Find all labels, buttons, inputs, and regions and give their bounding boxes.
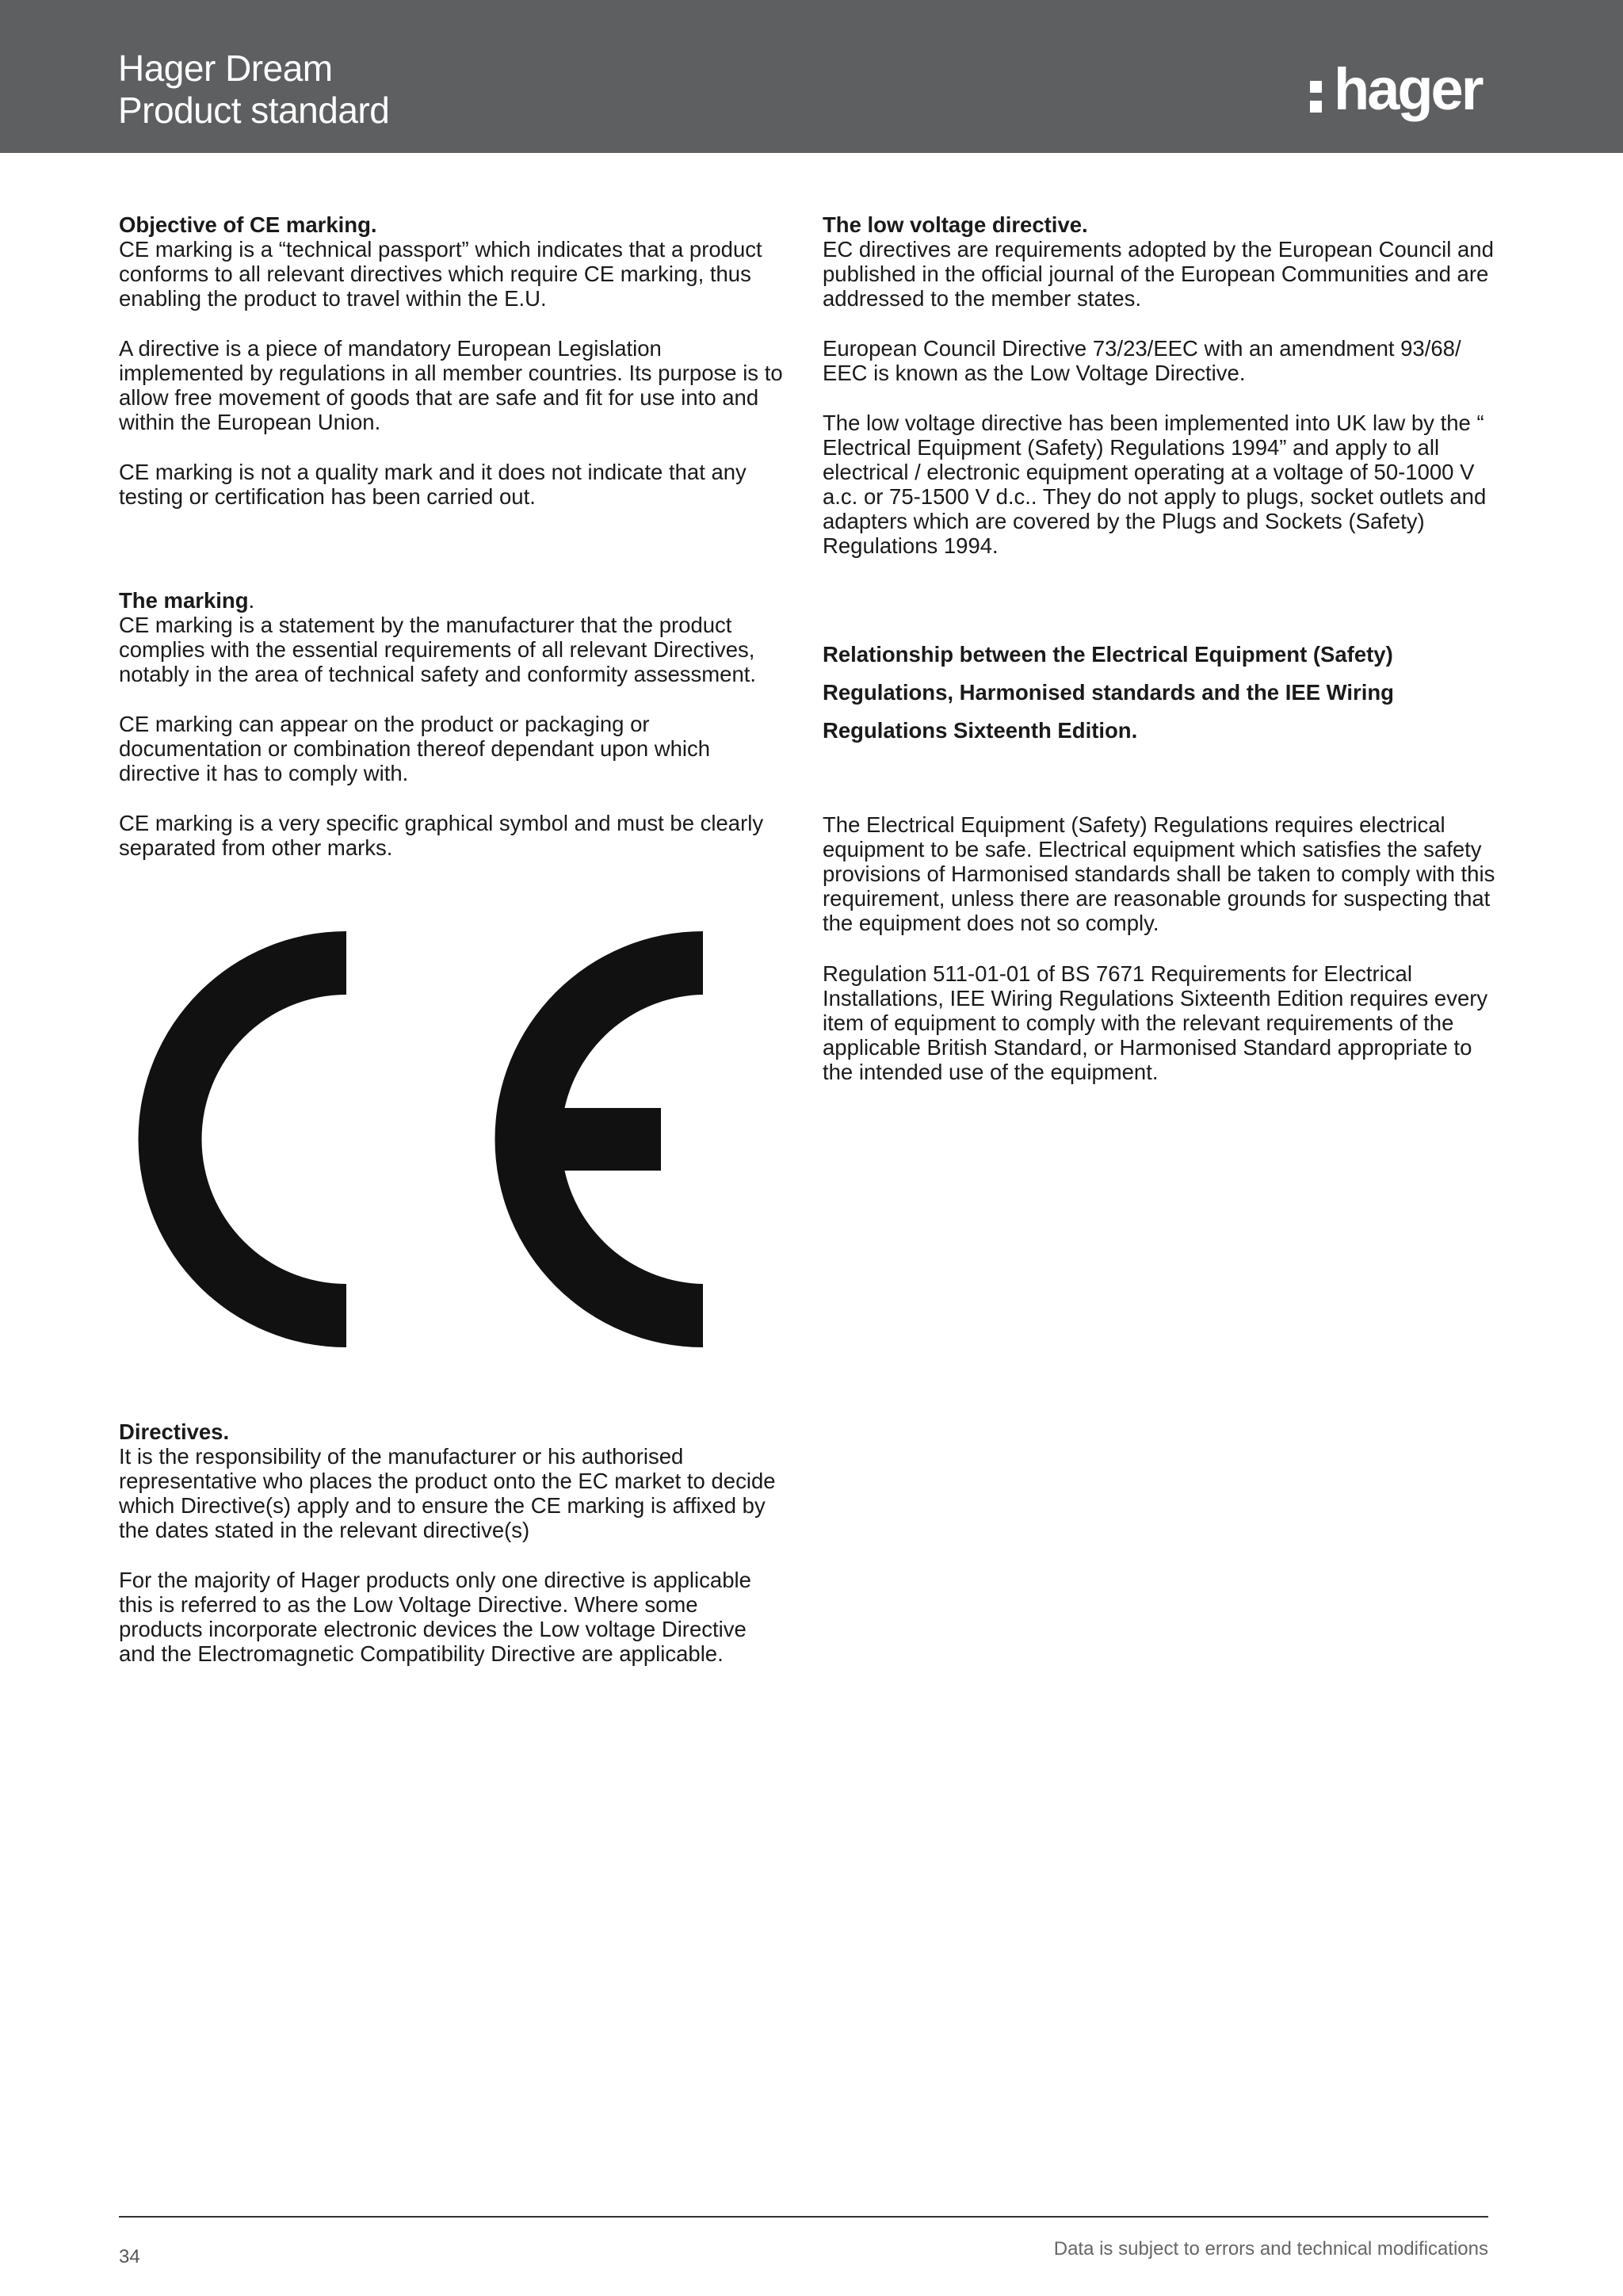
relationship-heading-line-1: Relationship between the Electrical Equipment (Safety) <box>823 642 1393 667</box>
marking-placement <box>119 712 785 785</box>
lvd-section <box>823 212 1496 311</box>
relationship-heading-line-3: Regulations Sixteenth Edition. <box>823 718 1138 743</box>
relationship-heading <box>823 636 1496 750</box>
marking-heading: The marking <box>119 588 249 613</box>
lvd-council-directive <box>823 336 1496 385</box>
marking-section <box>119 588 785 686</box>
page-number: 34 <box>119 2246 140 2267</box>
logo-dot-lower <box>1310 101 1322 113</box>
objective-section <box>119 212 785 311</box>
lvd-paragraph-2: European Council Directive 73/23/EEC with an amendment 93/68/ EEC is known as the Low Voltage Directive. <box>823 336 1461 385</box>
directive-definition <box>119 336 785 434</box>
document-title <box>118 48 389 132</box>
lvd-uk-law <box>823 411 1496 558</box>
marking-paragraph-1: CE marking is a statement by the manufacturer that the product complies with the essential requirements of all relevant Directives, notably in the area of technical safety and conformity assessment. <box>119 613 757 686</box>
footer-disclaimer: Data is subject to errors and technical modifications <box>1053 2238 1488 2260</box>
marking-paragraph-2: CE marking can appear on the product or packaging or documentation or combination thereof dependant upon which directive it has to comply with. <box>119 712 711 785</box>
logo-dot-upper <box>1310 81 1322 93</box>
objective-heading: Objective of CE marking. <box>119 212 377 237</box>
relationship-heading-line-2: Regulations, Harmonised standards and the IEE Wiring <box>823 680 1394 705</box>
relationship-regulations <box>823 812 1496 935</box>
directives-paragraph-1: It is the responsibility of the manufacturer or his authorised representative who places the product onto the EC market to decide which Directive(s) apply and to ensure the CE marking is affixed by the dates stated in the relevant directive(s) <box>119 1444 776 1542</box>
directives-section <box>119 1419 785 1542</box>
logo-wordmark: hager <box>1334 56 1482 122</box>
ce-letter-c <box>139 931 347 1347</box>
ce-letter-e <box>495 931 704 1347</box>
lvd-heading: The low voltage directive. <box>823 212 1088 237</box>
relationship-paragraph-1: The Electrical Equipment (Safety) Regulations requires electrical equipment to be safe. Electrical equipment which satisfies the safety provisions of Harmonised standards shall be taken to comply with this requirement, unless there are reasonable grounds for suspecting that the equipment does not so comply. <box>823 812 1495 935</box>
lvd-paragraph-1: EC directives are requirements adopted by the European Council and published in the official journal of the European Communities and are addressed to the member states. <box>823 237 1494 311</box>
directives-paragraph-2: For the majority of Hager products only one directive is applicable this is referred to as the Low Voltage Directive. Where some products incorporate electronic devices the Low voltage Directive and the Electromagnetic Compatibility Directive are applicable. <box>119 1568 751 1666</box>
not-quality-mark <box>119 460 785 509</box>
hager-logo <box>1308 56 1490 127</box>
directives-heading: Directives. <box>119 1419 230 1444</box>
relationship-bs7671 <box>823 961 1496 1084</box>
title-line-1: Hager Dream <box>118 48 333 89</box>
relationship-paragraph-2: Regulation 511-01-01 of BS 7671 Requirements for Electrical Installations, IEE Wiring Regulations Sixteenth Edition requires every item of equipment to comply with the relevant requirements of the applicable British Standard, or Harmonised Standard appropriate to the intended use of the equipment. <box>823 961 1488 1084</box>
page-header <box>0 0 1623 153</box>
marking-symbol <box>119 811 785 860</box>
lvd-paragraph-3: The low voltage directive has been implemented into UK law by the “ Electrical Equipment (Safety) Regulations 1994” and apply to all electrical / electronic equipment operating at a voltage of 50-1000 V a.c. or 75-1500 V d.c.. They do not apply to plugs, socket outlets and adapters which are covered by the Plugs and Sockets (Safety) Regulations 1994. <box>823 411 1487 558</box>
marking-heading-suffix: . <box>248 588 255 613</box>
marking-paragraph-3: CE marking is a very specific graphical symbol and must be clearly separated from other marks. <box>119 811 764 860</box>
objective-paragraph-1: CE marking is a “technical passport” which indicates that a product conforms to all relevant directives which require CE marking, thus enabling the product to travel within the E.U. <box>119 237 762 311</box>
title-line-2: Product standard <box>118 90 390 131</box>
footer-divider <box>119 2216 1488 2218</box>
ce-mark-logo <box>119 931 705 1347</box>
objective-paragraph-2: A directive is a piece of mandatory European Legislation implemented by regulations in all member countries. Its purpose is to allow free movement of goods that are safe and fit for use into and within the European Union. <box>119 336 783 434</box>
directives-majority <box>119 1568 785 1666</box>
objective-paragraph-3: CE marking is not a quality mark and it does not indicate that any testing or certification has been carried out. <box>119 460 747 509</box>
